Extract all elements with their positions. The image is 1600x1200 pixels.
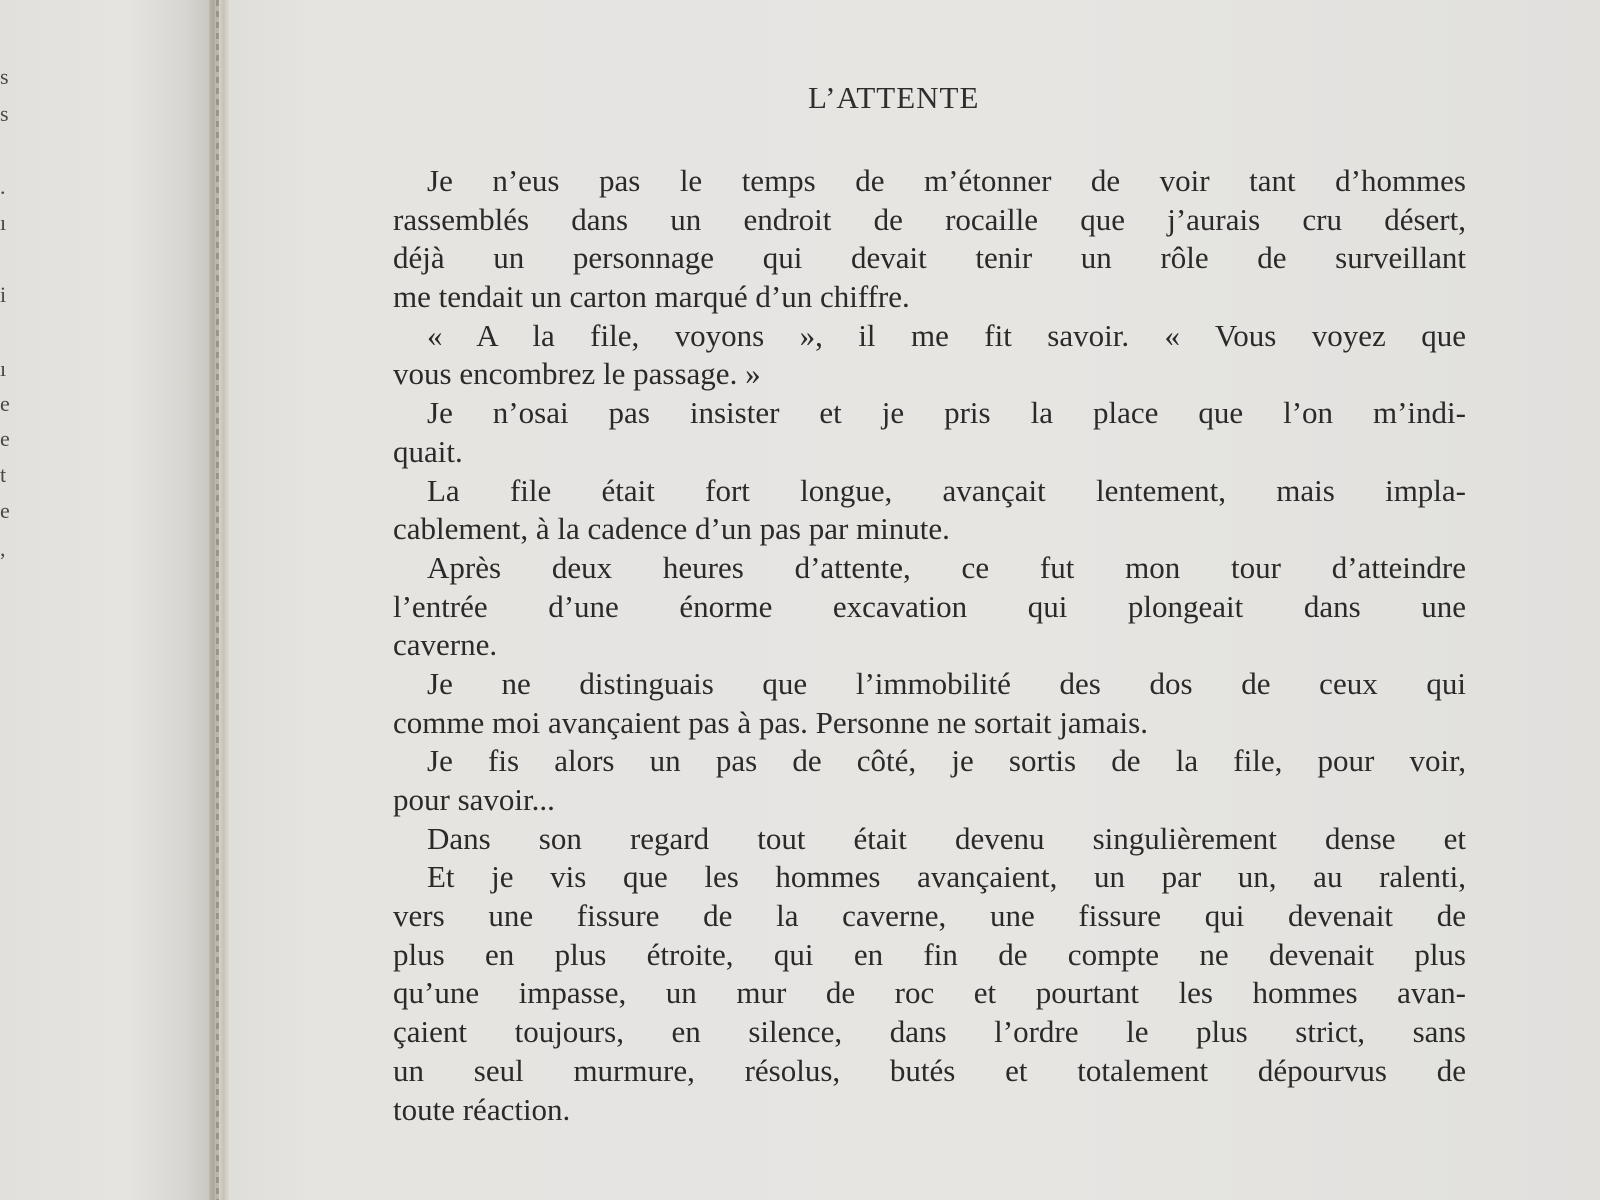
chapter-text: [393, 162, 1466, 1129]
text-line: déjà un personnage qui devait tenir un rôle de surveillant: [393, 240, 1466, 276]
left-edge-glyph: t: [0, 462, 7, 487]
left-edge-glyph: ı: [0, 356, 7, 381]
text-line: comme moi avançaient pas à pas. Personne ne sortait jamais.: [393, 704, 1148, 740]
text-line: Et je vis que les hommes avançaient, un par un, au ralenti,: [427, 859, 1466, 895]
left-edge-glyph: e: [0, 391, 10, 416]
book-gutter: [209, 0, 231, 1200]
text-line: quait.: [393, 433, 463, 469]
left-edge-glyph: e: [0, 498, 10, 523]
text-line: l’entrée d’une énorme excavation qui plongeait dans une: [393, 588, 1466, 624]
text-line: Je n’osai pas insister et je pris la place que l’on m’indi-: [427, 395, 1466, 431]
text-line: vous encombrez le passage. »: [393, 356, 761, 392]
left-edge-glyph: ı: [0, 210, 7, 235]
text-line: Après deux heures d’attente, ce fut mon tour d’atteindre: [427, 549, 1466, 585]
text-line: cablement, à la cadence d’un pas par minute.: [393, 511, 950, 547]
text-line: Dans son regard tout était devenu singulièrement dense et: [427, 820, 1466, 856]
text-line: Je ne distinguais que l’immobilité des dos de ceux qui: [427, 665, 1466, 701]
text-line: qu’une impasse, un mur de roc et pourtant les hommes avan-: [393, 975, 1466, 1011]
text-line: toute réaction.: [393, 1091, 571, 1127]
text-line: çaient toujours, en silence, dans l’ordre le plus strict, sans: [393, 1014, 1466, 1050]
text-line: pour savoir...: [393, 782, 555, 817]
left-edge-glyph: .: [0, 174, 6, 199]
left-edge-glyph: i: [0, 282, 7, 307]
left-edge-glyph: ,: [0, 536, 6, 561]
left-edge-glyph: s: [0, 101, 9, 126]
text-line: me tendait un carton marqué d’un chiffre.: [393, 279, 910, 315]
binding-thread: [216, 0, 219, 1200]
text-line: Je n’eus pas le temps de m’étonner de voir tant d’hommes: [427, 163, 1466, 198]
text-line: un seul murmure, résolus, butés et totalement dépourvus de: [393, 1052, 1466, 1088]
text-line: caverne.: [393, 627, 498, 663]
left-edge-glyph: s: [0, 64, 9, 89]
text-line: vers une fissure de la caverne, une fissure qui devenait de: [393, 898, 1466, 934]
text-line: plus en plus étroite, qui en fin de compte ne devenait plus: [393, 936, 1466, 972]
left-page-edge-text: [0, 0, 14, 1200]
chapter-title: L’ATTENTE: [808, 80, 980, 115]
text-line: rassemblés dans un endroit de rocaille que j’aurais cru désert,: [393, 201, 1466, 237]
text-line: Je fis alors un pas de côté, je sortis de la file, pour voir,: [427, 743, 1466, 779]
text-line: La file était fort longue, avançait lentement, mais impla-: [427, 472, 1466, 508]
left-page: [0, 0, 212, 1200]
left-edge-glyph: e: [0, 426, 10, 451]
text-line: « A la file, voyons », il me fit savoir. « Vous voyez que: [427, 317, 1466, 353]
